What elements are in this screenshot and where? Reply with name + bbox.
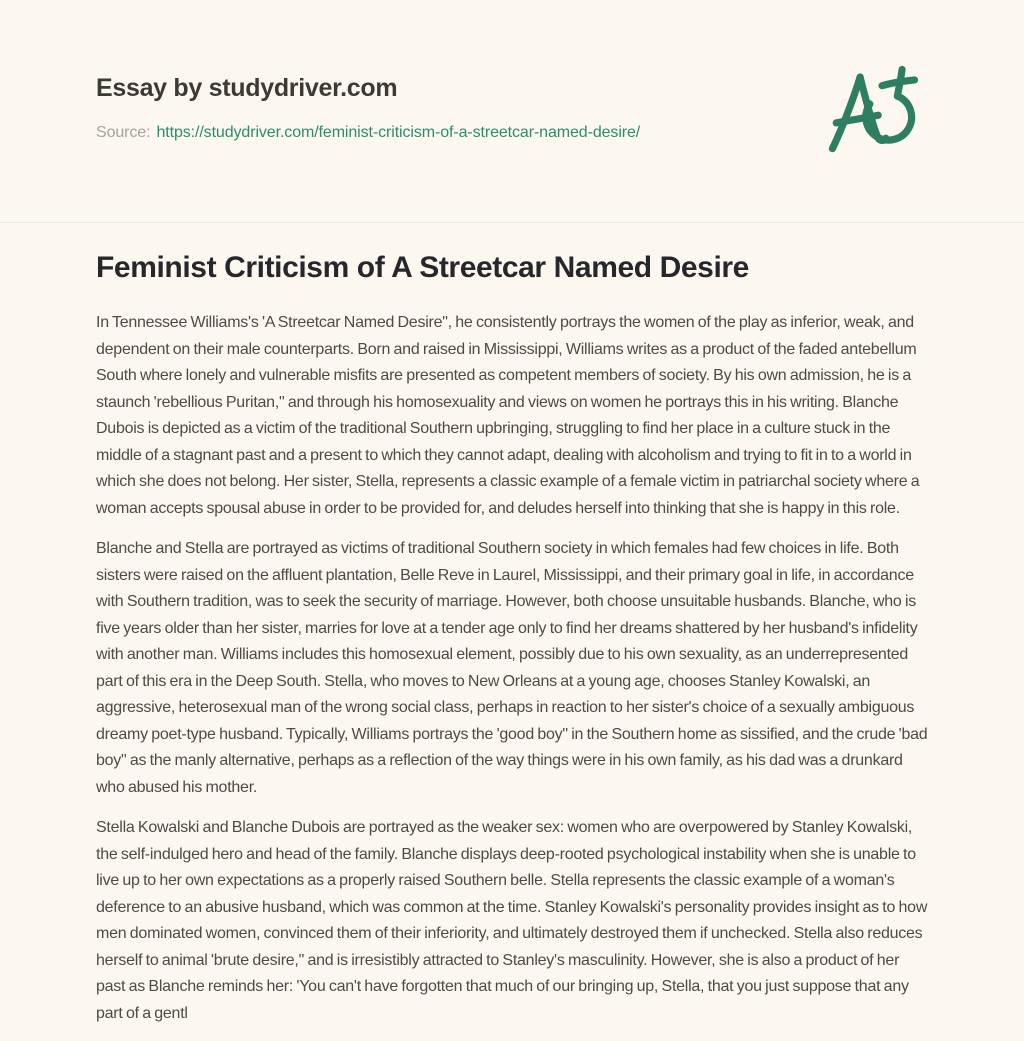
logo-a-left-stroke [832, 77, 860, 149]
article [96, 248, 929, 1041]
article-paragraph-1: In Tennessee Williams's 'A Streetcar Named Desire", he consistently portrays the women of the play as inferior, weak, and dependent on their male counterparts. Born and raised in Mississippi, Williams writes as a product of the faded antebellum South where lonely and vulnerable misfits are presented as competent members of society. By his own admission, he is a staunch 'rebellious Puritan," and through his homosexuality and views on women he portrays this in his writing. Blanche Dubois is depicted as a victim of the traditional Southern upbringing, struggling to find her place in a culture stuck in the middle of a stagnant past and a present to which they cannot adapt, dealing with alcoholism and trying to fit in to a world in which she does not belong. Her sister, Stella, represents a classic example of a female victim in patriarchal society where a woman accepts spousal abuse in order to be provided for, and deludes herself into thinking that she is happy in this role. [96, 314, 920, 517]
essay-by-heading: Essay by studydriver.com [96, 74, 398, 102]
header-divider [0, 222, 1024, 223]
article-title: Feminist Criticism of A Streetcar Named Desire [96, 251, 749, 284]
source-link[interactable]: https://studydriver.com/feminist-criticism-of-a-streetcar-named-desire/ [156, 124, 641, 141]
a-plus-logo-icon [820, 58, 925, 163]
source-row [96, 124, 640, 142]
logo-plus-horizontal [882, 80, 914, 86]
article-paragraph-2: Blanche and Stella are portrayed as victims of traditional Southern society in which females had few choices in life. Both sisters were raised on the affluent plantation, Belle Reve in Laurel, Mississippi, and their primary goal in life, in accordance with Southern tradition, was to seek the security of marriage. However, both choose unsuitable husbands. Blanche, who is five years older than her sister, marries for love at a tender age only to find her dreams shattered by her husband's infidelity with another man. Williams includes this homosexual element, possibly due to his own sexuality, as an underrepresented part of this era in the Deep South. Stella, who moves to New Orleans at a young age, chooses Stanley Kowalski, an aggressive, heterosexual man of the wrong social class, perhaps in reaction to her sister's choice of a sexually ambiguous dreamy poet-type husband. Typically, Williams portrays the 'good boy" in the Southern home as sissified, and the crude 'bad boy" as the manly alternative, perhaps as a reflection of the way things were in his own family, as his dad was a drunkard who abused his mother. [96, 540, 928, 796]
source-label: Source: [96, 124, 151, 141]
article-paragraph-3: Stella Kowalski and Blanche Dubois are portrayed as the weaker sex: women who are overpowered by Stanley Kowalski, the self-indulged hero and head of the family. Blanche displays deep-rooted psychological instability when she is unable to live up to her own expectations as a properly raised Southern belle. Stella represents the classic example of a woman's deference to an abusive husband, which was common at the time. Stanley Kowalski's personality provides insight as to how men dominated women, convinced them of their inferiority, and ultimately destroyed them if unchecked. Stella also reduces herself to animal 'brute desire," and is irresistibly attracted to Stanley's masculinity. However, she is also a product of her past as Blanche reminds her: 'You can't have forgotten that much of our bringing up, Stella, that you just suppose that any part of a gentl [96, 819, 928, 1022]
